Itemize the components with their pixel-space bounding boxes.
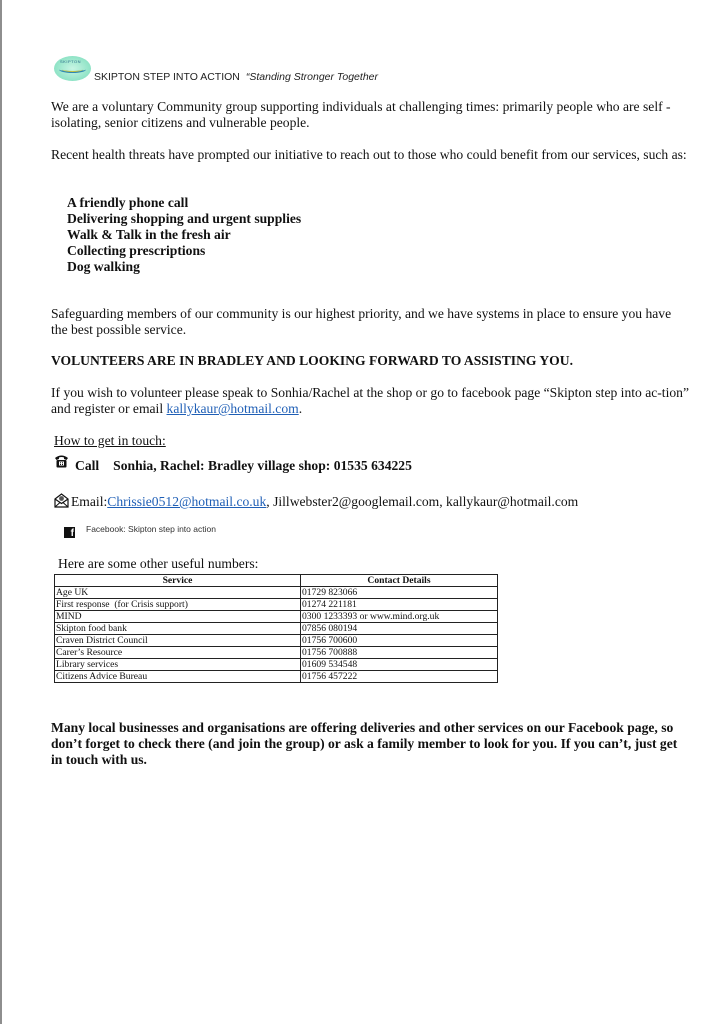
email-line xyxy=(54,492,578,510)
call-label: Call xyxy=(75,458,100,473)
service-item: A friendly phone call xyxy=(67,195,189,210)
service-cell: Library services xyxy=(55,659,301,671)
facebook-icon: f xyxy=(64,527,75,538)
table-row xyxy=(55,647,498,659)
volunteers-heading: VOLUNTEERS ARE IN BRADLEY AND LOOKING FORWARD TO ASSISTING YOU. xyxy=(51,353,573,368)
useful-numbers-table xyxy=(54,574,498,683)
contact-cell: 07856 080194 xyxy=(301,623,498,635)
table-header-row xyxy=(55,575,498,587)
table-row xyxy=(55,611,498,623)
volunteer-email-link[interactable]: kallykaur@hotmail.com xyxy=(166,401,299,416)
contact-heading: How to get in touch: xyxy=(54,433,166,448)
service-cell: Craven District Council xyxy=(55,635,301,647)
logo-text: SKIPTON xyxy=(60,59,81,64)
column-header-contact: Contact Details xyxy=(301,575,498,587)
useful-numbers-heading: Here are some other useful numbers: xyxy=(58,556,259,571)
service-cell: MIND xyxy=(55,611,301,623)
volunteer-paragraph xyxy=(51,385,691,417)
org-title: SKIPTON STEP INTO ACTION xyxy=(94,71,240,83)
call-details: Sonhia, Rachel: Bradley village shop: 01535 634225 xyxy=(113,458,412,473)
tagline: “Standing Stronger Together xyxy=(245,71,378,83)
header xyxy=(54,55,378,85)
contact-cell: 01756 700600 xyxy=(301,635,498,647)
logo xyxy=(54,56,91,81)
service-cell: Carer’s Resource xyxy=(55,647,301,659)
service-cell: First response (for Crisis support) xyxy=(55,599,301,611)
table-row xyxy=(55,599,498,611)
table-row xyxy=(55,635,498,647)
column-header-service: Service xyxy=(55,575,301,587)
closing-paragraph: Many local businesses and organisations are offering deliveries and other services on our Facebook page, so don’t forget to check there (and join the group) or ask a family member to look for you. If you can’t, just get in touch with us. xyxy=(51,720,678,767)
service-item: Walk & Talk in the fresh air xyxy=(67,227,231,242)
table-row xyxy=(55,623,498,635)
facebook-text: Facebook: Skipton step into action xyxy=(86,524,216,534)
intro-paragraph: We are a voluntary Community group supporting individuals at challenging times: primarily people who are self -isolating, senior citizens and vulnerable people. xyxy=(51,99,671,130)
service-cell: Age UK xyxy=(55,587,301,599)
contact-cell: 01274 221181 xyxy=(301,599,498,611)
volunteer-suffix: . xyxy=(298,401,303,416)
service-cell: Skipton food bank xyxy=(55,623,301,635)
facebook-line xyxy=(64,520,216,538)
services-intro-paragraph: Recent health threats have prompted our initiative to reach out to those who could benefit from our services, such as: xyxy=(51,147,687,162)
table-row xyxy=(55,671,498,683)
email-label: Email: xyxy=(71,494,108,509)
contact-cell: 01756 457222 xyxy=(301,671,498,683)
contact-cell: 01609 534548 xyxy=(301,659,498,671)
service-item: Collecting prescriptions xyxy=(67,243,206,258)
contact-cell: 0300 1233393 or www.mind.org.uk xyxy=(301,611,498,623)
table-row xyxy=(55,659,498,671)
email-link-chrissie[interactable]: Chrissie0512@hotmail.co.uk xyxy=(107,494,267,509)
volunteer-text: If you wish to volunteer please speak to Sonhia/Rachel at the shop or go to facebook page “Skipton step into ac-tion” and register or email xyxy=(51,385,689,416)
page-edge xyxy=(0,0,2,1024)
table-row xyxy=(55,587,498,599)
services-list xyxy=(67,195,301,275)
contact-cell: 01729 823066 xyxy=(301,587,498,599)
mail-icon xyxy=(54,492,69,508)
service-item: Dog walking xyxy=(67,259,140,274)
email-others: , Jillwebster2@googlemail.com, kallykaur@hotmail.com xyxy=(266,494,579,509)
logo-wave-accent-icon xyxy=(62,67,83,72)
service-item: Delivering shopping and urgent supplies xyxy=(67,211,302,226)
call-line xyxy=(54,454,412,474)
phone-icon xyxy=(54,454,69,468)
contact-cell: 01756 700888 xyxy=(301,647,498,659)
service-cell: Citizens Advice Bureau xyxy=(55,671,301,683)
safeguarding-paragraph: Safeguarding members of our community is our highest priority, and we have systems in place to ensure you have the best possible service. xyxy=(51,306,672,337)
